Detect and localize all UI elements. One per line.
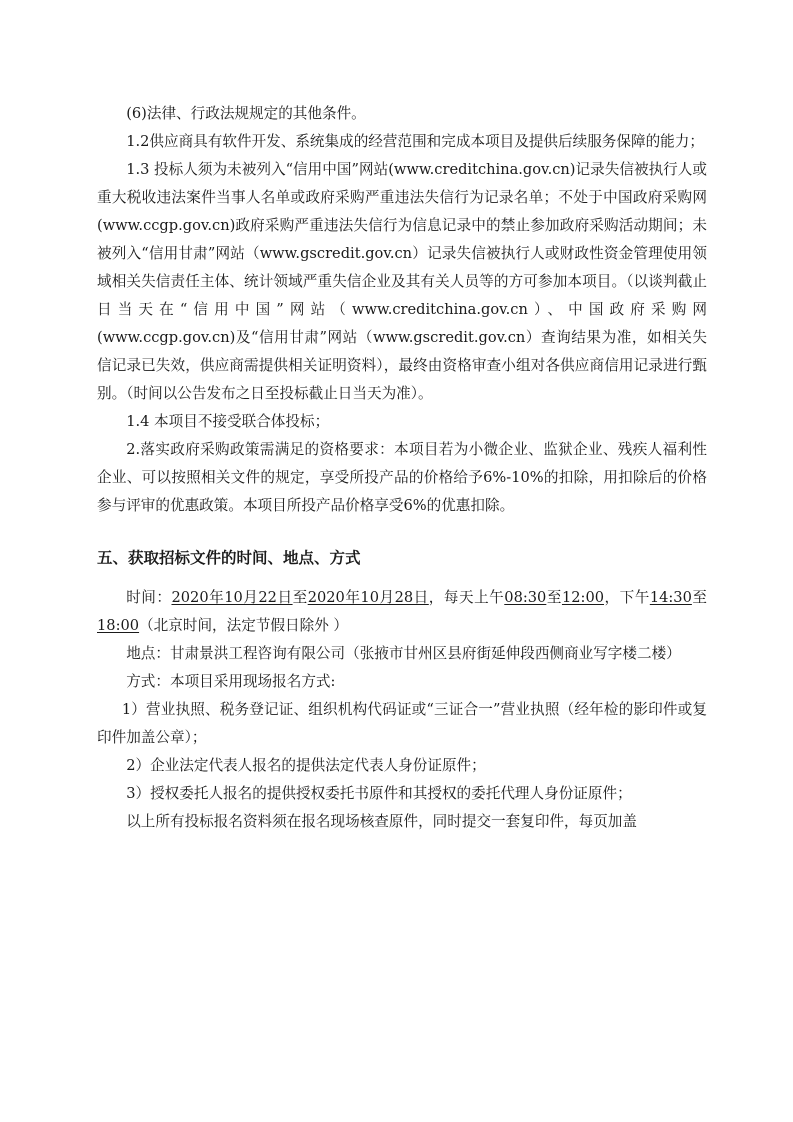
end-date: 2020年10月28日 xyxy=(307,589,429,606)
time-to-am: 至 xyxy=(546,589,562,606)
list-item-1: 1）营业执照、税务登记证、组织机构代码证或“三证合一”营业执照（经年检的影印件或复印件加盖公章）； xyxy=(97,701,707,746)
paragraph-time xyxy=(97,584,707,640)
start-date: 2020年10月22日 xyxy=(171,589,293,606)
am-end: 12:00 xyxy=(561,589,605,606)
time-mid: ，每天上午 xyxy=(428,589,505,606)
am-start: 08:30 xyxy=(504,589,547,606)
time-to: 至 xyxy=(292,589,308,606)
list-item-2: 2）企业法定代表人报名的提供法定代表人身份证原件； xyxy=(126,757,486,774)
section-heading-5: 五、获取招标文件的时间、地点、方式 xyxy=(97,549,361,567)
paragraph-2: 2.落实政府采购政策需满足的资格要求：本项目若为小微企业、监狱企业、残疾人福利性企业、可以按照相关文件的规定，享受所投产品的价格给予6%-10%的扣除，用扣除后的价格参与评审的优惠政策。本项目所投产品价格享受6%的优惠扣除。 xyxy=(97,441,707,514)
paragraph-last: 以上所有投标报名资料须在报名现场核查原件，同时提交一套复印件，每页加盖 xyxy=(126,813,637,830)
pm-end: 18:00 xyxy=(97,617,140,634)
time-mid2: ，下午 xyxy=(604,589,650,606)
paragraph-1-4: 1.4 本项目不接受联合体投标； xyxy=(126,413,330,430)
paragraph-method: 方式：本项目采用现场报名方式: xyxy=(126,673,336,690)
document-body xyxy=(97,100,707,836)
time-tail: （北京时间，法定节假日除外 ） xyxy=(139,617,349,634)
paragraph-condition-6: (6)法律、行政法规规定的其他条件。 xyxy=(126,105,366,122)
paragraph-place: 地点：甘肃景洪工程咨询有限公司（张掖市甘州区县府街延伸段西侧商业写字楼二楼） xyxy=(126,645,681,662)
paragraph-1-2: 1.2供应商具有软件开发、系统集成的经营范围和完成本项目及提供后续服务保障的能力； xyxy=(126,133,704,150)
time-to-pm: 至 xyxy=(691,589,707,606)
paragraph-1-3: 1.3 投标人须为未被列入“信用中国”网站(www.creditchina.gov.cn)记录失信被执行人或重大税收违法案件当事人名单或政府采购严重违法失信行为记录名单；不处于中国政府采购网(www.ccgp.gov.cn)政府采购严重违法失信行为信息记录中的禁止参加政府采购活动期间；未被列入“信用甘肃”网站（www.gscredit.gov.cn）记录失信被执行人或财政性资金管理使用领域相关失信责任主体、统计领域严重失信企业及其有关人员等的方可参加本项目。（以谈判截止日当天在“信用中国”网站（www.creditchina.gov.cn）、中国政府采购网(www.ccgp.gov.cn)及“信用甘肃”网站（www.gscredit.gov.cn）查询结果为准，如相关失信记录已失效，供应商需提供相关证明资料），最终由资格审查小组对各供应商信用记录进行甄别。（时间以公告发布之日至投标截止日当天为准）。 xyxy=(97,161,707,402)
time-label: 时间： xyxy=(126,589,172,606)
pm-start: 14:30 xyxy=(649,589,692,606)
list-item-3: 3）授权委托人报名的提供授权委托书原件和其授权的委托代理人身份证原件； xyxy=(126,785,632,802)
